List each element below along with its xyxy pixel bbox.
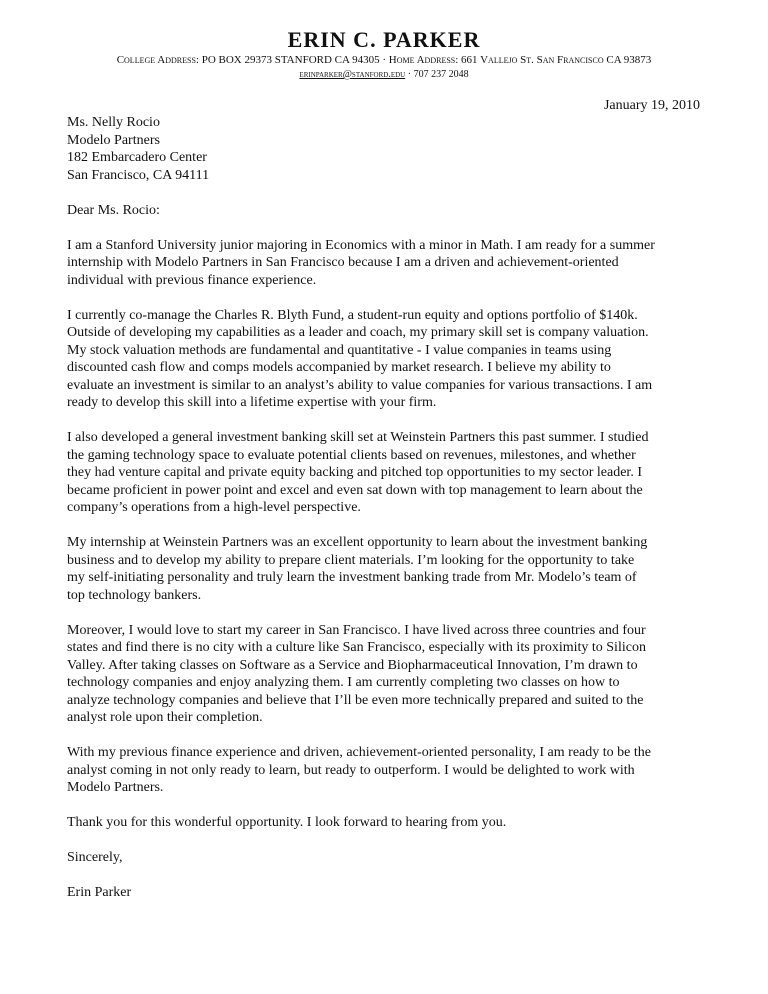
text-line: I am a Stanford University junior majoring in Economics with a minor in Math. I am ready for a summer [67, 237, 655, 253]
text-line: they had venture capital and private equity backing and pitched top opportunities to my sector leader. I [67, 465, 642, 480]
paragraph-4 [67, 534, 707, 604]
recipient-city: San Francisco, CA 94111 [67, 167, 210, 183]
text-line: Outside of developing my capabilities as a leader and coach, my primary skill set is company valuation. [67, 325, 649, 340]
salutation: Dear Ms. Rocio: [67, 202, 160, 218]
paragraph-7 [67, 814, 707, 832]
paragraph-1 [67, 237, 707, 290]
text-line: discounted cash flow and comps models accompanied by market research. I believe my ability to [67, 360, 611, 375]
text-line: business and to develop my ability to prepare client materials. I’m looking for the opportunity to take [67, 552, 635, 568]
sender-address: College Address: PO BOX 29373 STANFORD CA 94305 · Home Address: 661 Vallejo St. San Francisco CA 93873 [116, 54, 652, 66]
text-line: I also developed a general investment banking skill set at Weinstein Partners this past summer. I studied [67, 430, 649, 445]
paragraph-6 [67, 744, 707, 797]
text-line: My stock valuation methods are fundamental and quantitative - I value companies in teams using [67, 342, 612, 358]
text-line: Modelo Partners. [67, 780, 164, 795]
text-line: analyze technology companies and believe that I’ll be even more technically prepared and suited to the [67, 692, 644, 708]
text-line: My internship at Weinstein Partners was an excellent opportunity to learn about the investment banking [67, 535, 648, 550]
sender-email-link[interactable]: erinparker@stanford.edu [299, 69, 406, 80]
recipient-company: Modelo Partners [67, 132, 160, 148]
sender-contact [0, 68, 768, 81]
text-line: internship with Modelo Partners in San Francisco because I am a driven and achievement-oriented [67, 255, 619, 270]
text-line: analyst coming in not only ready to learn, but ready to outperform. I would be delighted to work with [67, 762, 635, 778]
recipient-address [67, 114, 707, 184]
text-line: I currently co-manage the Charles R. Blyth Fund, a student-run equity and options portfolio of $140k. [67, 307, 638, 323]
text-line: became proficient in power point and excel and even sat down with top management to learn about the [67, 482, 643, 498]
text-line: Thank you for this wonderful opportunity. I look forward to hearing from you. [67, 815, 507, 830]
letter-body [67, 114, 707, 902]
text-line: company’s operations from a high-level perspective. [67, 500, 361, 515]
text-line: the gaming technology space to evaluate potential clients based on revenues, milestones, and whether [67, 447, 636, 463]
text-line: Valley. After taking classes on Software as a Service and Biopharmaceutical Innovation, I’m drawn to [67, 657, 638, 673]
text-line: evaluate an investment is similar to an analyst’s ability to value companies for various transactions. I am [67, 377, 653, 393]
signature-name: Erin Parker [67, 885, 132, 900]
text-line: ready to develop this skill into a lifetime expertise with your firm. [67, 395, 437, 410]
text-line: analyst role upon their completion. [67, 710, 263, 725]
text-line: states and find there is no city with a culture like San Francisco, especially with its proximity to Silicon [67, 640, 646, 655]
contact-separator: · [405, 69, 414, 80]
text-line: With my previous finance experience and driven, achievement-oriented personality, I am ready to be the [67, 745, 651, 760]
recipient-street: 182 Embarcadero Center [67, 150, 207, 165]
recipient-name: Ms. Nelly Rocio [67, 115, 160, 130]
letter-date: January 19, 2010 [603, 98, 700, 113]
paragraph-5 [67, 622, 707, 727]
sender-phone: 707 237 2048 [413, 69, 469, 80]
letterhead [0, 28, 768, 81]
paragraph-2 [67, 307, 707, 412]
text-line: individual with previous finance experience. [67, 272, 317, 288]
text-line: Moreover, I would love to start my career in San Francisco. I have lived across three countries and four [67, 622, 646, 638]
text-line: top technology bankers. [67, 587, 202, 603]
sender-name: ERIN C. PARKER [287, 27, 481, 52]
text-line: technology companies and enjoy analyzing them. I am currently completing two classes on how to [67, 675, 620, 690]
text-line: my self-initiating personality and truly learn the investment banking trade from Mr. Modelo’s team of [67, 570, 637, 585]
closing: Sincerely, [67, 850, 123, 865]
paragraph-3 [67, 429, 707, 517]
